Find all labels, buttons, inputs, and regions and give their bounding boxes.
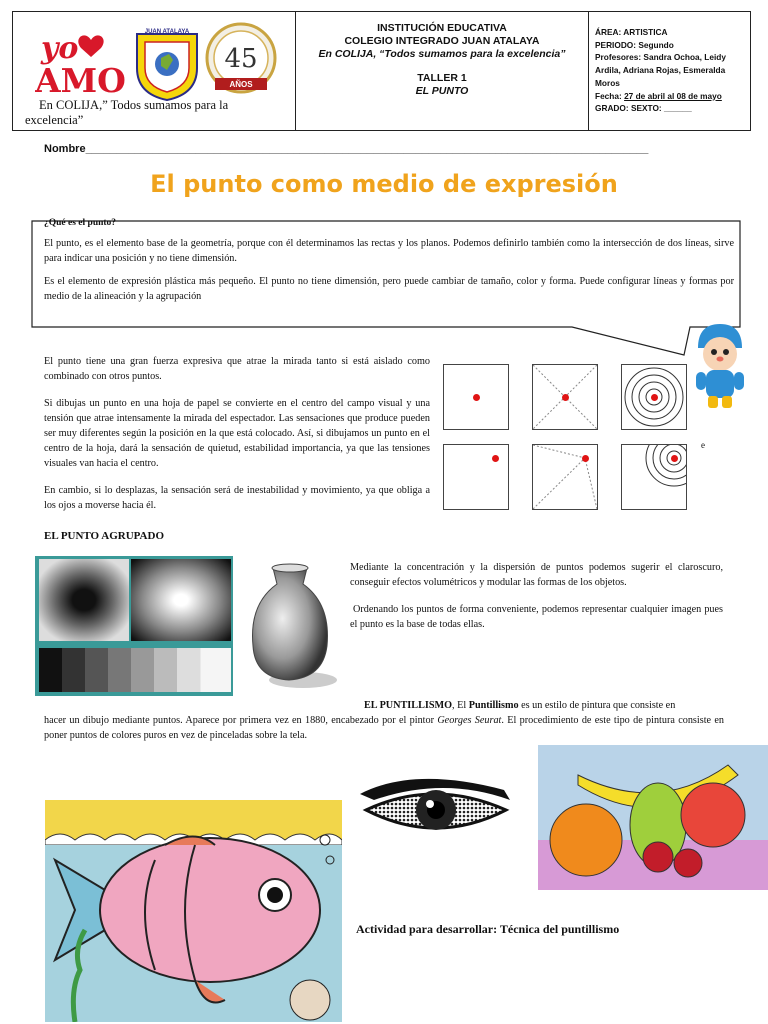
fruit-still-life: [538, 745, 768, 890]
vase-illustration: [233, 556, 341, 696]
header-table: [12, 11, 751, 131]
page-title: El punto como medio de expresión: [150, 170, 618, 198]
speech-bubble: [44, 218, 734, 304]
date-label: Fecha:: [595, 90, 622, 101]
area-label: ÁREA: ARTISTICA: [595, 27, 668, 37]
grouped-text: [350, 560, 723, 632]
svg-text:yo: yo: [41, 31, 79, 66]
pointillism-text1: es un estilo de pintura que consiste en: [518, 700, 676, 711]
bubble-para1: El punto, es el elemento base de la geometría, porque con él determinamos las rectas y los planos. Podemos definirlo también como la intersección de dos líneas, sirve para indicar una posición y no tiene dimensión.: [44, 238, 734, 264]
header-institution-cell: [296, 12, 589, 130]
date-value: 27 de abril al 08 de mayo: [624, 90, 722, 101]
motto-center: En COLIJA, “Todos sumamos para la excelencia”: [318, 48, 566, 60]
gray-scale-strip: [39, 648, 231, 692]
pointillist-fruit-painting: [538, 745, 768, 890]
institution-line2: COLEGIO INTEGRADO JUAN ATALAYA: [344, 35, 540, 47]
red-dot: [671, 455, 678, 462]
dot-position-diagram: [443, 364, 693, 514]
bubble-para2: Es el elemento de expresión plástica más pequeño. El punto no tiene dimensión, pero puede cambiar de tamaño, color y forma. Puede configurar líneas y formas por medio de la alineación y la agrupación: [44, 276, 734, 302]
red-dot: [562, 394, 569, 401]
svg-text:JUAN ATALAYA: JUAN ATALAYA: [144, 29, 190, 35]
body-para2: Si dibujas un punto en una hoja de papel se convierte en el centro del campo visual y una tensión que atrae intensamente la mirada del espectador. Las sensaciones que produce pueden ser muy diferentes según la posición en la que está colocado. Así, si dibujamos un punto en el centro de la hoja, dará la sensación de quietud, estabilidad importancia, ya que las tensiones visuales van hacia el centro.: [44, 398, 430, 469]
school-emblem: [131, 24, 203, 102]
activity-heading: Actividad para desarrollar: Técnica del puntillismo: [356, 922, 620, 936]
pointillism-text2: hacer un dibujo mediante puntos. Aparece por primera vez en 1880, encabezado por el pintor: [44, 715, 438, 726]
square-offset-dot: [443, 444, 509, 510]
halftone-eye-image: [354, 770, 518, 846]
body-text: [44, 354, 430, 513]
heart-icon: [78, 35, 103, 57]
institution-line1: INSTITUCIÓN EDUCATIVA: [377, 22, 507, 34]
gradient-dots-1: [39, 559, 129, 641]
header-logo-cell: [13, 12, 296, 130]
name-field[interactable]: [44, 143, 724, 155]
stray-letter: e: [701, 440, 705, 450]
body-para1: El punto tiene una gran fuerza expresiva que atrae la mirada tanto si está aislado como combinado con otros puntos.: [44, 356, 430, 382]
workshop-number: TALLER 1: [417, 72, 467, 84]
red-dot: [651, 394, 658, 401]
pocoyo-character: [690, 318, 750, 412]
svg-text:45: 45: [224, 44, 258, 74]
red-dot: [582, 455, 589, 462]
grouped-para1: Mediante la concentración y la dispersión de puntos podemos sugerir el claroscuro, conseguir efectos volumétricos y modular las formas de los objetos.: [350, 562, 723, 588]
name-blank-line[interactable]: ____________________________________________________________________________________________: [85, 143, 649, 155]
grade-label: GRADO: SEXTO: ______: [595, 103, 692, 114]
gradient-dots-2: [131, 559, 231, 641]
red-dot: [473, 394, 480, 401]
header-meta-cell: [589, 12, 750, 130]
vase-panel: [233, 556, 341, 696]
period-label: PERIODO: Segundo: [595, 39, 674, 50]
svg-text:AMO: AMO: [35, 61, 126, 98]
pointillism-text3: . El procedimiento de este tipo de pintura consiste en poner puntos de colores puros en vez de pinceladas sobre la tela.: [44, 715, 724, 741]
grouped-heading: EL PUNTO AGRUPADO: [44, 530, 164, 542]
pointillism-text: [44, 698, 724, 743]
grouped-para2: Ordenando los puntos de forma conveniente, podemos representar cualquier imagen pues el punto es la base de todas ellas.: [350, 604, 723, 630]
bubble-question: ¿Qué es el punto?: [44, 218, 117, 228]
motto-left: En COLIJA,” Todos sumamos para la excelencia”: [25, 98, 229, 127]
pointillism-sep: , El: [452, 700, 469, 711]
square-diagonals-dot: [532, 364, 598, 430]
square-offset-concentric: [621, 444, 687, 510]
pointillism-lead: EL PUNTILLISMO: [364, 700, 453, 711]
painter-name: Georges Seurat: [437, 715, 502, 726]
yo-amo-logo: [35, 28, 127, 98]
anniversary-badge: [203, 20, 279, 102]
header-meta: [595, 26, 743, 115]
body-para3: En cambio, si lo desplazas, la sensación será de inestabilidad y movimiento, ya que obliga a los ojos a moverse hacia él.: [44, 485, 430, 511]
pointillist-fish-painting: [45, 800, 342, 1022]
grouped-dots-image: [35, 556, 341, 696]
date-line: [595, 90, 743, 103]
square-center-dot: [443, 364, 509, 430]
fish-drawing: [45, 800, 342, 1022]
workshop-topic: EL PUNTO: [415, 85, 469, 97]
pointillism-term: Puntillismo: [468, 700, 519, 711]
red-dot: [492, 455, 499, 462]
name-label: Nombre: [44, 143, 86, 155]
square-concentric-dot: [621, 364, 687, 430]
svg-text:AÑOS: AÑOS: [229, 80, 253, 89]
teachers-label: Profesores: Sandra Ochoa, Leidy Ardila, Adriana Rojas, Esmeralda Moros: [595, 52, 726, 88]
square-offset-lines-dot: [532, 444, 598, 510]
